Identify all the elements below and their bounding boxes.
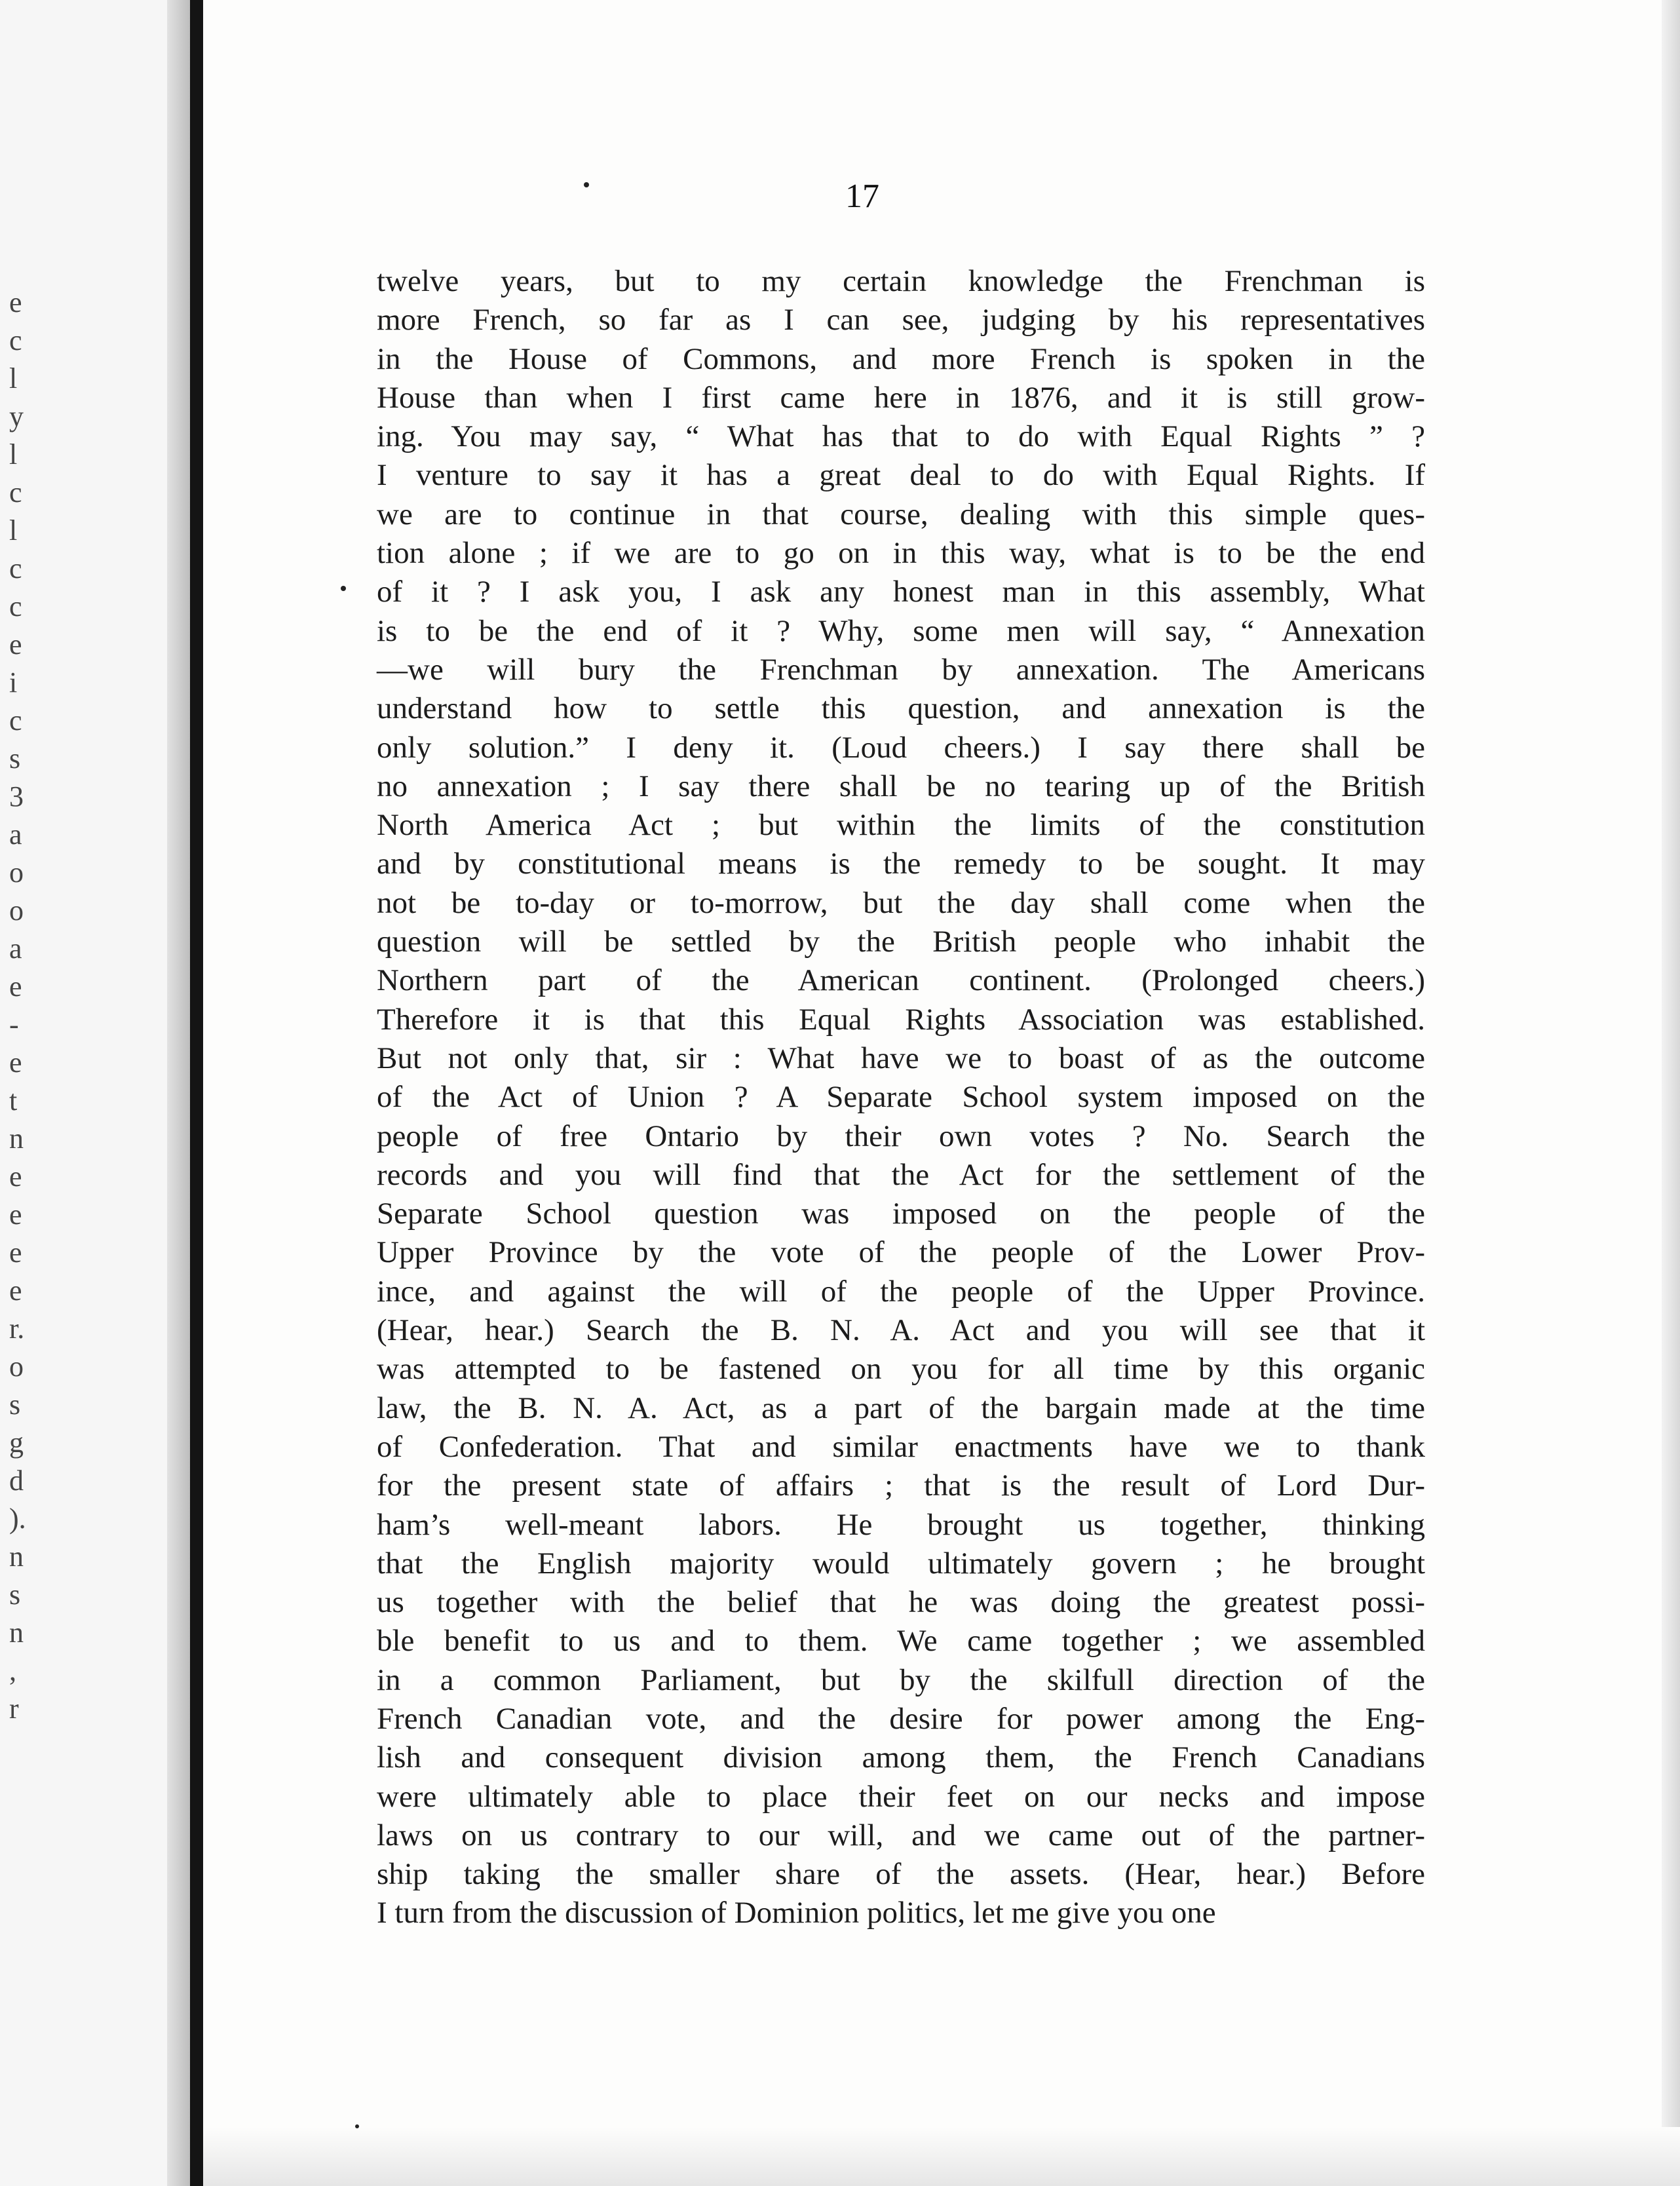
left-page-fragment: n <box>9 1617 24 1649</box>
left-page-fragment: s <box>9 1579 21 1611</box>
text-line: only solution.” I deny it. (Loud cheers.) I say there shall be <box>377 730 1425 765</box>
text-line: of it ? I ask you, I ask any honest man in this assembly, What <box>377 575 1425 609</box>
text-line: of the Act of Union ? A Separate School system imposed on the <box>377 1080 1425 1115</box>
text-line: Separate School question was imposed on the people of the <box>377 1197 1425 1231</box>
print-speck <box>584 182 589 187</box>
text-line: for the present state of affairs ; that is the result of Lord Dur- <box>377 1468 1425 1503</box>
text-line: us together with the belief that he was doing the greatest possi- <box>377 1585 1425 1620</box>
text-line: ble benefit to us and to them. We came together ; we assembled <box>377 1624 1425 1659</box>
text-line: were ultimately able to place their feet on our necks and impose <box>377 1779 1425 1814</box>
left-page-fragment: d <box>9 1465 24 1497</box>
left-page-fragment: e <box>9 1237 22 1269</box>
print-speck <box>341 586 346 591</box>
text-line: ship taking the smaller share of the assets. (Hear, hear.) Before <box>377 1857 1425 1892</box>
print-speck <box>355 2124 359 2128</box>
text-line: laws on us contrary to our will, and we came out of the partner- <box>377 1818 1425 1852</box>
left-page-fragment: a <box>9 932 22 965</box>
text-line: understand how to settle this question, and annexation is the <box>377 691 1425 726</box>
text-line: House than when I first came here in 1876, and it is still grow- <box>377 380 1425 415</box>
left-page-fragment: e <box>9 286 22 318</box>
left-page-fragment: e <box>9 1046 22 1079</box>
left-page-fragment: t <box>9 1084 18 1117</box>
body-text <box>377 262 1425 1933</box>
book-gutter <box>190 0 203 2186</box>
text-line: ham’s well-meant labors. He brought us together, thinking <box>377 1507 1425 1542</box>
text-line: and by constitutional means is the remedy to be sought. It may <box>377 847 1425 881</box>
left-page-fragment: o <box>9 894 24 927</box>
left-page-fragment: e <box>9 1198 22 1231</box>
page-right-shadow <box>1662 0 1680 2186</box>
left-page-fragment: e <box>9 628 22 661</box>
page-number: 17 <box>845 178 879 215</box>
left-page-fragment: e <box>9 970 22 1003</box>
text-line: But not only that, sir : What have we to boast of as the outcome <box>377 1041 1425 1075</box>
text-line: not be to-day or to-morrow, but the day shall come when the <box>377 885 1425 920</box>
text-line: is to be the end of it ? Why, some men will say, “ Annexation <box>377 613 1425 648</box>
left-page-fragment: c <box>9 476 22 508</box>
left-page-fragment: l <box>9 514 18 546</box>
left-page-fragment: , <box>9 1655 16 1687</box>
left-page-shadow <box>167 0 190 2186</box>
text-line: I turn from the discussion of Dominion politics, let me give you one <box>377 1896 1216 1930</box>
left-page-fragment: g <box>9 1427 24 1459</box>
left-page-fragment: r <box>9 1693 19 1725</box>
left-page-fragment: c <box>9 324 22 356</box>
left-page-fragment: s <box>9 1389 21 1421</box>
text-line: in a common Parliament, but by the skilfull direction of the <box>377 1662 1425 1697</box>
text-line: ing. You may say, “ What has that to do with Equal Rights ” ? <box>377 419 1425 454</box>
text-line: no annexation ; I say there shall be no tearing up of the British <box>377 769 1425 803</box>
left-page-fragment: c <box>9 704 22 737</box>
left-page-fragment: n <box>9 1122 24 1155</box>
text-line: tion alone ; if we are to go on in this way, what is to be the end <box>377 536 1425 571</box>
text-line: ince, and against the will of the people of the Upper Province. <box>377 1274 1425 1309</box>
text-line: I venture to say it has a great deal to do with Equal Rights. If <box>377 458 1425 493</box>
left-page-fragment: e <box>9 1160 22 1193</box>
text-line: records and you will find that the Act for the settlement of the <box>377 1157 1425 1192</box>
left-page-fragment: - <box>9 1008 19 1041</box>
left-page-fragment: l <box>9 362 18 394</box>
page-bottom-edge <box>203 2127 1680 2186</box>
left-page-fragment: 3 <box>9 780 24 813</box>
left-page-fragment: a <box>9 818 22 851</box>
left-page-fragment: l <box>9 438 18 470</box>
text-line: in the House of Commons, and more French is spoken in the <box>377 341 1425 376</box>
text-line: Therefore it is that this Equal Rights Association was established. <box>377 1002 1425 1037</box>
left-page-fragment: o <box>9 856 24 889</box>
left-page-fragment: ). <box>9 1503 26 1535</box>
text-line: (Hear, hear.) Search the B. N. A. Act and you will see that it <box>377 1313 1425 1348</box>
text-line: question will be settled by the British people who inhabit the <box>377 925 1425 959</box>
text-line: more French, so far as I can see, judging by his representatives <box>377 303 1425 337</box>
left-page-fragment: r. <box>9 1313 25 1345</box>
text-line: —we will bury the Frenchman by annexation. The Americans <box>377 652 1425 687</box>
text-line: law, the B. N. A. Act, as a part of the bargain made at the time <box>377 1390 1425 1425</box>
left-page-fragment: i <box>9 666 18 699</box>
left-page-fragment: s <box>9 742 21 775</box>
text-line: was attempted to be fastened on you for all time by this organic <box>377 1352 1425 1387</box>
left-page-edge <box>0 0 190 2186</box>
text-line: French Canadian vote, and the desire for power among the Eng- <box>377 1701 1425 1736</box>
text-line: lish and consequent division among them, the French Canadians <box>377 1740 1425 1775</box>
text-line: Upper Province by the vote of the people of the Lower Prov- <box>377 1235 1425 1270</box>
text-line: of Confederation. That and similar enactments have we to thank <box>377 1429 1425 1464</box>
text-line: people of free Ontario by their own votes ? No. Search the <box>377 1119 1425 1153</box>
left-page-fragment: c <box>9 590 22 623</box>
text-line: we are to continue in that course, dealing with this simple ques- <box>377 497 1425 531</box>
text-line: that the English majority would ultimately govern ; he brought <box>377 1546 1425 1581</box>
left-page-fragment: c <box>9 552 22 585</box>
text-line: twelve years, but to my certain knowledge the Frenchman is <box>377 264 1425 298</box>
left-page-fragment: e <box>9 1275 22 1307</box>
text-line: North America Act ; but within the limits of the constitution <box>377 808 1425 843</box>
text-line: Northern part of the American continent. (Prolonged cheers.) <box>377 963 1425 998</box>
left-page-fragment: o <box>9 1351 24 1383</box>
left-page-fragment: y <box>9 400 24 432</box>
left-page-fragment: n <box>9 1541 24 1573</box>
